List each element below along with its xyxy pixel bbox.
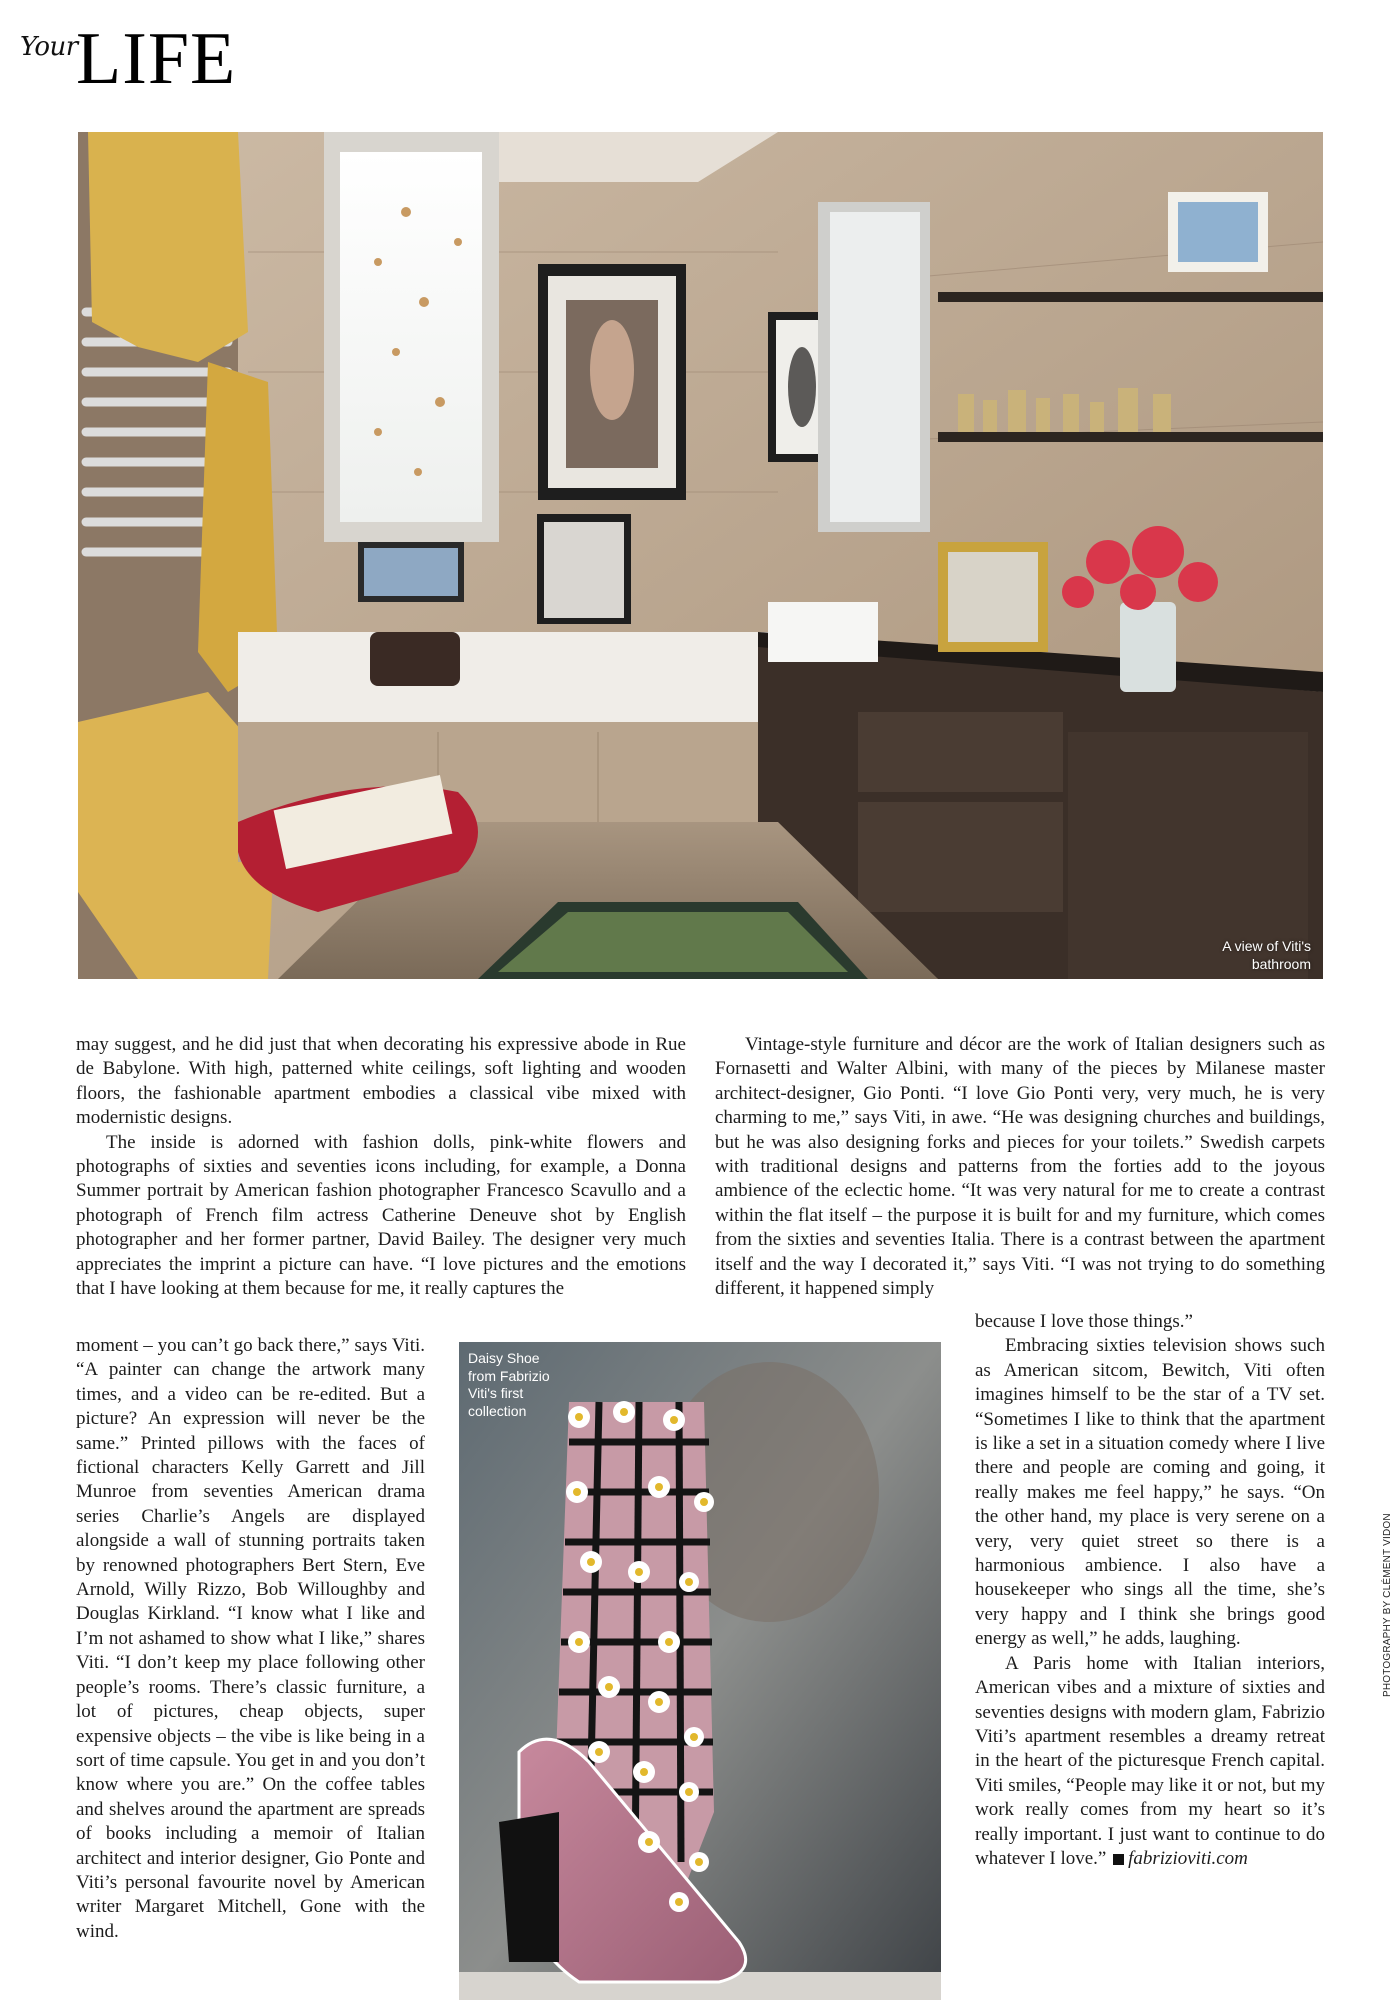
article-column-left: [76, 1033, 686, 1301]
masthead-your: Your: [20, 32, 78, 62]
paragraph: Embracing sixties television shows such as American sitcom, Bewitch, Viti often imagines himself to be the star of a TV set. “Sometimes I like to think that the apartment is like a set in a situation comedy where I live there and people are coming and going, it really makes me feel happy,” he says. “On the other hand, my place is very serene on a very, very quiet street so there is a harmonious ambience. I also have a housekeeper who sings all the time, she’s very happy and I think she brings good energy as well,” he adds, laughing.: [975, 1335, 1325, 1650]
bathroom-photo: [78, 132, 1323, 979]
caption-line: Viti's first: [468, 1385, 524, 1401]
end-mark-icon: [1113, 1854, 1124, 1865]
paragraph: because I love those things.”: [975, 1311, 1193, 1332]
shoe-illustration: [459, 1342, 941, 2000]
article-column-right: [715, 1033, 1325, 1301]
masthead-life: LIFE: [76, 18, 237, 100]
caption-line: A view of Viti's: [1222, 938, 1311, 954]
photography-credit: [1382, 1513, 1393, 1707]
paragraph: may suggest, and he did just that when decorating his expressive abode in Rue de Babylone. With high, patterned white ceilings, soft lighting and wooden floors, the fashionable apartment embodies a classical vibe mixed with modernistic designs.: [76, 1034, 686, 1129]
bathroom-photo-caption: [1222, 937, 1311, 973]
bathroom-illustration: [78, 132, 1323, 979]
caption-line: bathroom: [1251, 956, 1311, 972]
paragraph: moment – you can’t go back there,” says Viti. “A painter can change the artwork many times, and a video can be re-edited. But a picture? An expression will never be the same.” Printed pillows with the faces of fictional characters Kelly Garrett and Jill Munroe from seventies American drama series Charlie’s Angels are displayed alongside a wall of stunning portraits taken by renowned photographers Bert Stern, Eve Arnold, Willy Rizzo, Bob Willoughby and Douglas Kirkland. “I know what I like and I’m not ashamed to show what I like,” shares Viti. “I don’t keep my place following other people’s rooms. There’s classic furniture, a lot of pictures, cheap objects, super expensive objects – the vibe is like being in a sort of time capsule. You get in and you don’t know where you are.” On the coffee tables and shelves around the apartment are spreads of books including a memoir of Italian architect and interior designer, Gio Ponte and Viti’s personal favourite novel by American writer Margaret Mitchell, Gone with the wind.: [76, 1335, 425, 1942]
photography-credit-text: PHOTOGRAPHY BY CLÉMENT VIDON: [1382, 1513, 1393, 1697]
paragraph-final: [975, 1652, 1325, 1872]
caption-line: from Fabrizio: [468, 1367, 550, 1384]
website-link[interactable]: fabrizioviti.com: [1128, 1847, 1248, 1869]
caption-line: Daisy Shoe: [468, 1350, 540, 1366]
caption-line: collection: [468, 1402, 527, 1419]
article-column-left-narrow: [76, 1334, 425, 1944]
shoe-photo-caption: [468, 1350, 588, 1420]
article-column-right-narrow: [975, 1310, 1325, 1871]
daisy-shoe-photo: [459, 1342, 941, 2000]
paragraph: Vintage-style furniture and décor are the work of Italian designers such as Fornasetti and Walter Albini, with many of the pieces by Milanese master architect-designer, Gio Ponti. “I love Gio Ponti very, very much, he is very charming to me,” says Viti, in awe. “He was designing churches and buildings, but he was also designing forks and pieces for your toilets.” Swedish carpets with traditional designs and patterns from the forties add to the joyous ambience of the eclectic home. “It was very natural for me to create a contrast within the flat itself – the purpose it is built for and my furniture, which comes from the sixties and seventies Italia. There is a contrast between the apartment itself and the way I decorated it,” says Viti. “I was not trying to do something different, it happened simply: [715, 1034, 1325, 1300]
paragraph: The inside is adorned with fashion dolls, pink-white flowers and photographs of sixties and seventies icons including, for example, a Donna Summer portrait by American fashion photographer Francesco Scavullo and a photograph of French film actress Catherine Deneuve shot by English photographer and her former partner, David Bailey. The designer very much appreciates the imprint a picture can have. “I love pictures and the emotions that I have looking at them because for me, it really captures the: [76, 1131, 686, 1300]
final-text: A Paris home with Italian interiors, American vibes and a mixture of sixties and seventies designs with modern glam, Fabrizio Viti’s apartment resembles a dreamy retreat in the heart of the picturesque French capital. Viti smiles, “People may like it or not, but my work really comes from my heart so it’s really important. I just want to continue to do whatever I love.”: [975, 1652, 1325, 1869]
